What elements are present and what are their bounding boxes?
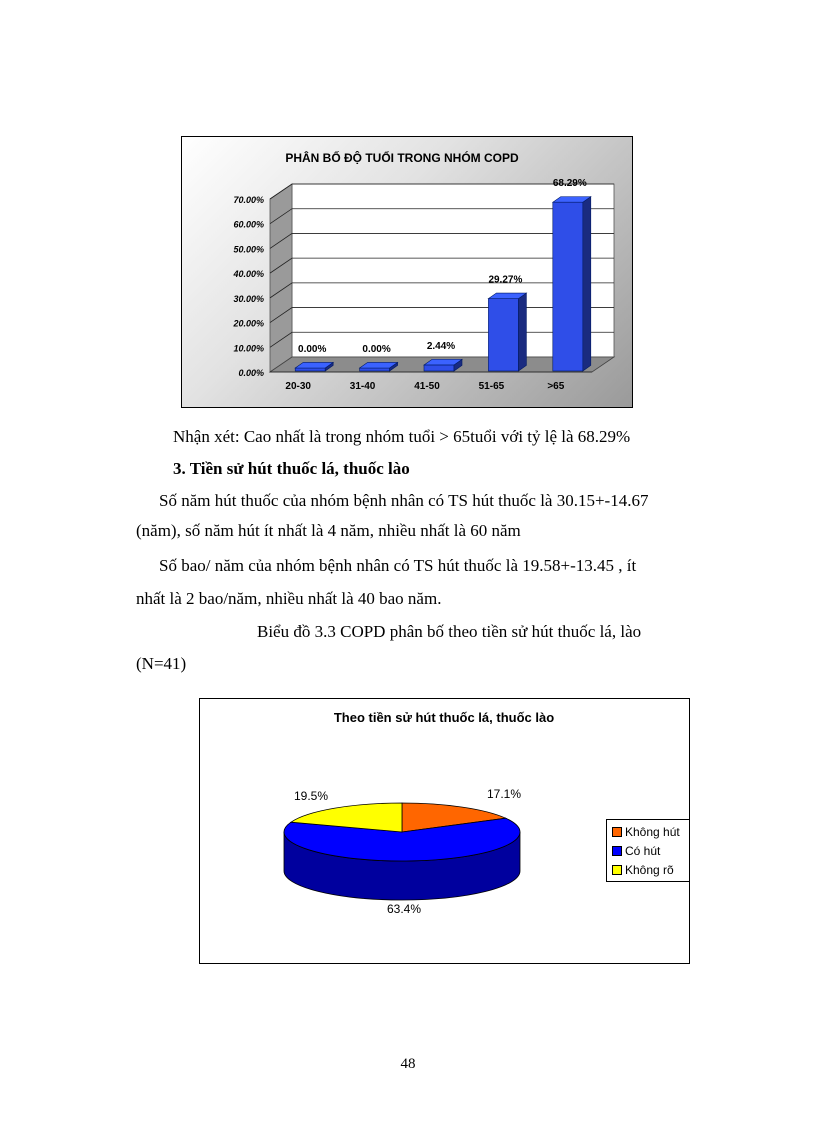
- smoking-history-chart: [199, 698, 690, 964]
- x-tick-label: 51-65: [478, 381, 505, 392]
- data-label: 17.1%: [486, 787, 522, 801]
- bar-side: [518, 293, 526, 371]
- legend-item: [612, 824, 680, 839]
- bar-side: [583, 197, 591, 371]
- paragraph-1-line-2: (năm), số năm hút ít nhất là 4 năm, nhiều nhất là 60 năm: [136, 521, 521, 540]
- data-label: 19.5%: [293, 789, 329, 803]
- data-label: 0.00%: [362, 344, 391, 355]
- paragraph-1-line-1: Số năm hút thuốc của nhóm bệnh nhân có TS hút thuốc là 30.15+-14.67: [159, 491, 649, 510]
- chart-legend: [606, 819, 690, 882]
- data-label: 29.27%: [488, 274, 523, 286]
- data-label: 2.44%: [426, 340, 456, 352]
- x-tick-label: >65: [547, 381, 565, 392]
- chart-side-wall: [270, 184, 292, 372]
- age-distribution-chart-canvas: [182, 137, 634, 409]
- x-tick-label: 41-50: [414, 381, 440, 392]
- y-tick-label: 10.00%: [233, 343, 264, 354]
- legend-label: Không rõ: [625, 862, 674, 877]
- legend-swatch: [612, 827, 622, 837]
- y-tick-label: 0.00%: [238, 368, 264, 378]
- figure-caption: Biểu đồ 3.3 COPD phân bố theo tiền sử hút thuốc lá, lào: [257, 622, 642, 641]
- y-tick-label: 50.00%: [233, 244, 264, 255]
- section-heading: 3. Tiền sử hút thuốc lá, thuốc lào: [173, 459, 410, 478]
- bar-front: [488, 299, 518, 371]
- bar-front: [553, 202, 583, 371]
- y-tick-label: 70.00%: [233, 195, 264, 205]
- y-tick-label: 60.00%: [233, 219, 264, 230]
- bar-front: [360, 368, 390, 371]
- remark-text: Nhận xét: Cao nhất là trong nhóm tuổi > 65tuổi với tỷ lệ là 68.29%: [173, 427, 631, 446]
- x-tick-label: 31-40: [349, 381, 376, 392]
- legend-swatch: [612, 865, 622, 875]
- bar-front: [295, 368, 325, 371]
- data-label: 68.29%: [552, 178, 587, 190]
- bar-front: [424, 365, 454, 371]
- chart-title: PHÂN BỐ ĐỘ TUỔI TRONG NHÓM COPD: [285, 151, 519, 165]
- data-label: 63.4%: [386, 902, 422, 916]
- paragraph-2-line-2: nhất là 2 bao/năm, nhiều nhất là 40 bao năm.: [136, 589, 442, 608]
- legend-label: Không hút: [625, 824, 680, 839]
- figure-caption-n: (N=41): [136, 654, 187, 673]
- age-distribution-chart: [181, 136, 633, 408]
- legend-swatch: [612, 846, 622, 856]
- page-number: 48: [400, 1056, 416, 1072]
- legend-item: [612, 862, 674, 877]
- chart-title: Theo tiền sử hút thuốc lá, thuốc lào: [333, 710, 555, 725]
- legend-item: [612, 843, 660, 858]
- y-tick-label: 40.00%: [233, 269, 264, 280]
- y-tick-label: 20.00%: [233, 318, 264, 329]
- legend-label: Có hút: [625, 843, 661, 858]
- y-tick-label: 30.00%: [233, 293, 264, 304]
- x-tick-label: 20-30: [285, 381, 311, 392]
- data-label: 0.00%: [298, 344, 327, 355]
- paragraph-2-line-1: Số bao/ năm của nhóm bệnh nhân có TS hút thuốc là 19.58+-13.45 , ít: [159, 556, 637, 575]
